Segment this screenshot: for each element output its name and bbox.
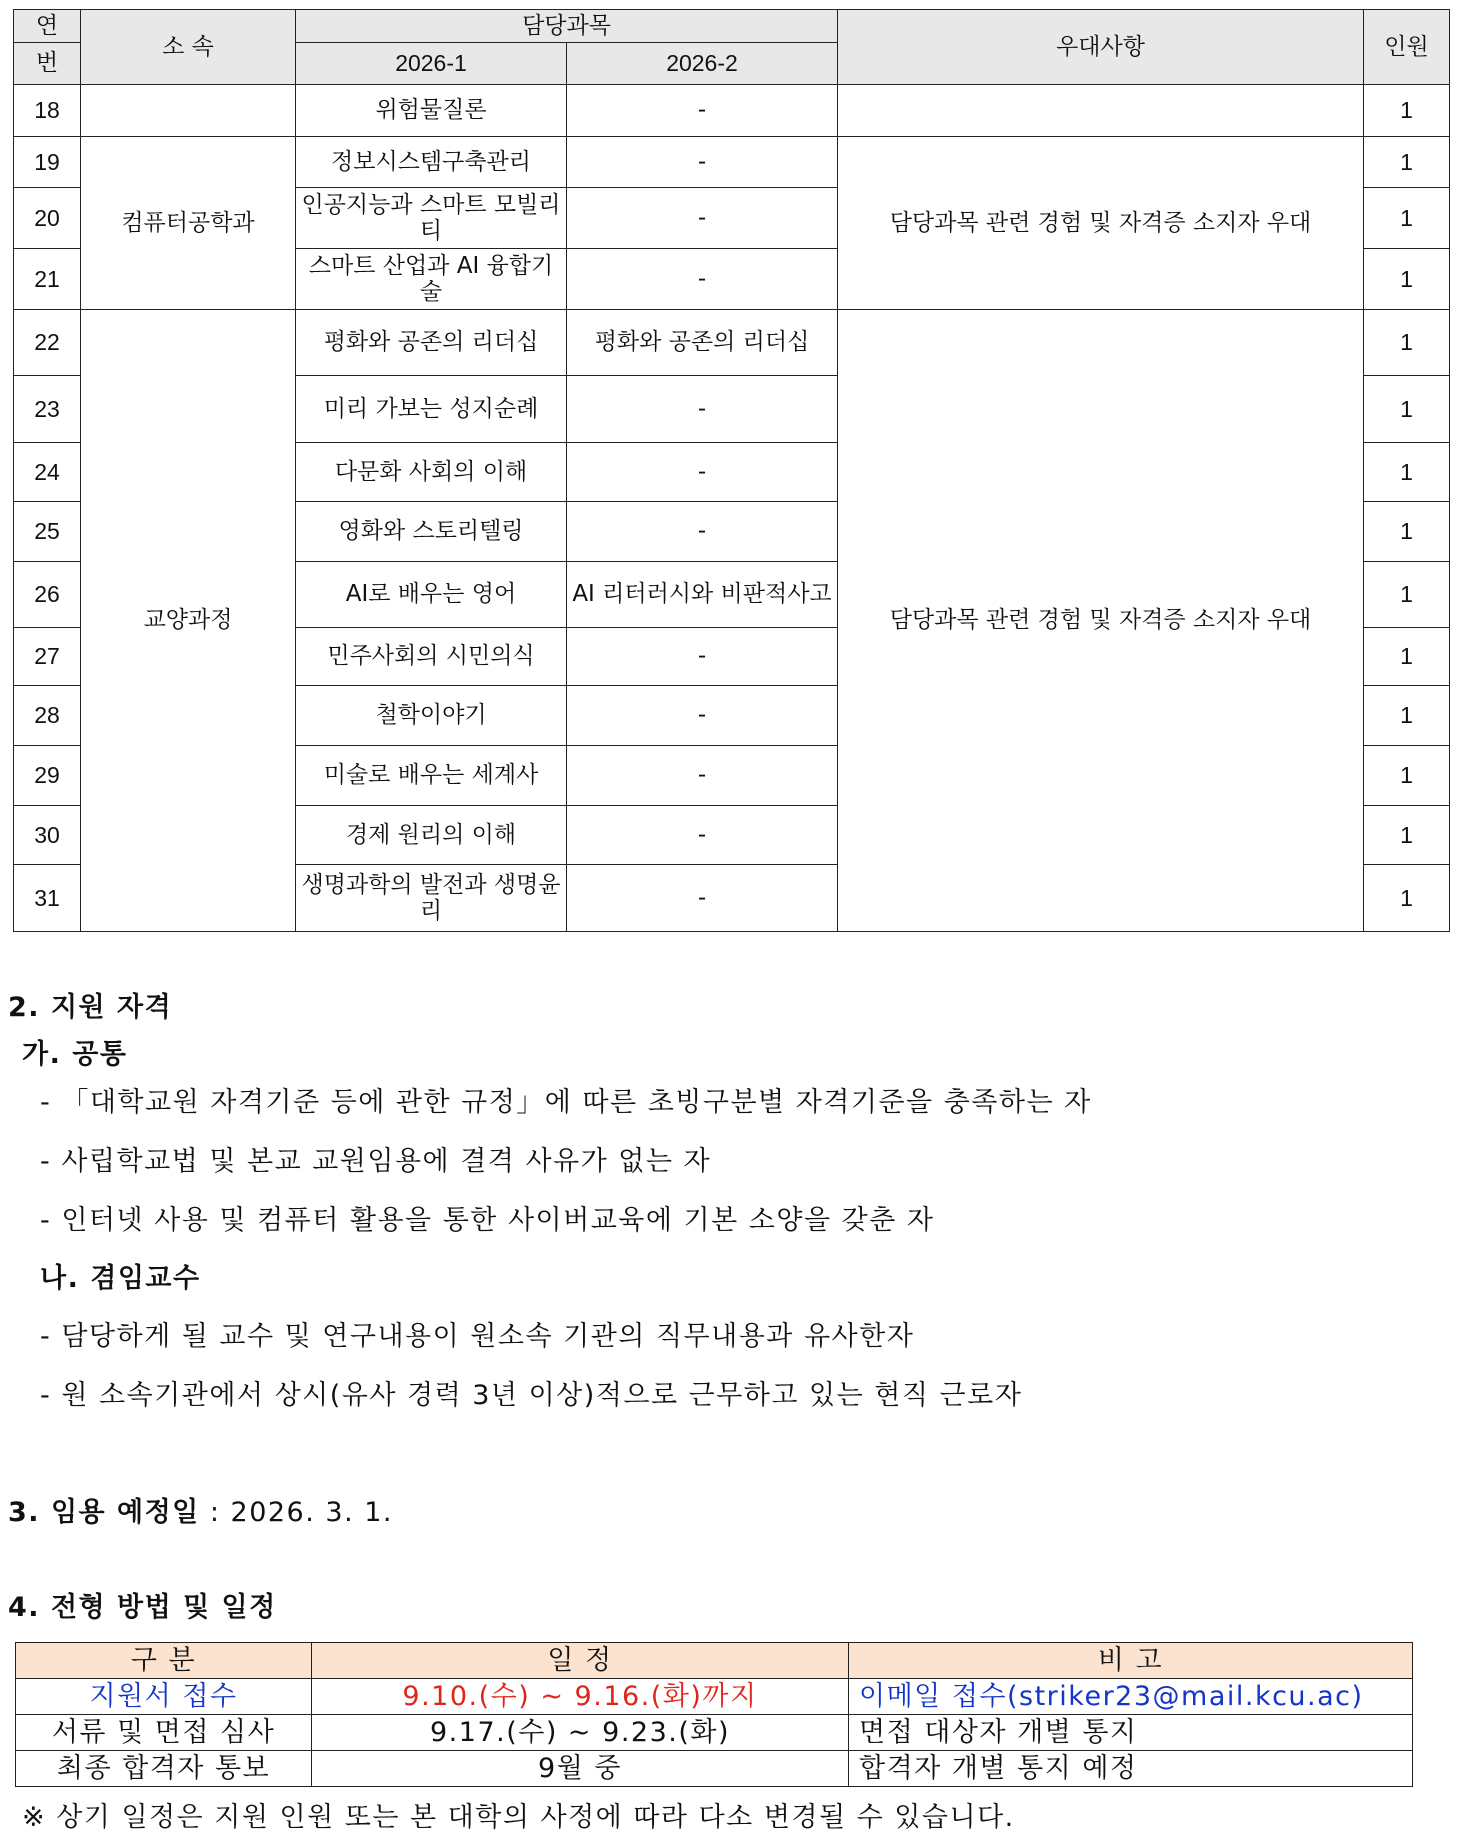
header-affiliation: 소 속	[81, 10, 296, 85]
row-count: 1	[1364, 746, 1450, 806]
subject-sem2: -	[567, 249, 838, 310]
subject-sem2: -	[567, 188, 838, 249]
schedule-header-row	[16, 1643, 1413, 1679]
header-preference: 우대사항	[838, 10, 1364, 85]
row-number: 20	[14, 188, 81, 249]
row-count: 1	[1364, 85, 1450, 137]
schedule-table	[15, 1642, 1413, 1787]
row-count: 1	[1364, 443, 1450, 502]
schedule-stage: 최종 합격자 통보	[16, 1751, 312, 1787]
subject-sem2: -	[567, 502, 838, 562]
row-number: 26	[14, 562, 81, 628]
schedule-header-stage: 구 분	[16, 1643, 312, 1679]
section2-a-item: - 「대학교원 자격기준 등에 관한 규정」에 따른 초빙구분별 자격기준을 충족하는 자	[40, 1087, 1092, 1118]
affiliation-cell-empty	[81, 85, 296, 137]
section3-value: : 2026. 3. 1.	[199, 1497, 394, 1528]
subject-sem1: 스마트 산업과 AI 융합기술	[296, 249, 567, 310]
course-table	[13, 9, 1450, 932]
table-row	[14, 310, 1450, 376]
subject-sem1: 영화와 스토리텔링	[296, 502, 567, 562]
header-subjects: 담당과목	[296, 10, 838, 43]
schedule-note: 면접 대상자 개별 통지	[849, 1715, 1413, 1751]
row-number: 21	[14, 249, 81, 310]
subject-sem1: 평화와 공존의 리더십	[296, 310, 567, 376]
subject-sem1: AI로 배우는 영어	[296, 562, 567, 628]
subject-sem1: 다문화 사회의 이해	[296, 443, 567, 502]
header-sem2: 2026-2	[567, 43, 838, 85]
row-count: 1	[1364, 310, 1450, 376]
subject-sem2: 평화와 공존의 리더십	[567, 310, 838, 376]
row-count: 1	[1364, 188, 1450, 249]
row-count: 1	[1364, 628, 1450, 686]
schedule-date: 9.10.(수) ~ 9.16.(화)까지	[312, 1679, 849, 1715]
schedule-date: 9월 중	[312, 1751, 849, 1787]
section2-a-title: 가. 공통	[22, 1039, 128, 1070]
row-count: 1	[1364, 502, 1450, 562]
header-sem1: 2026-1	[296, 43, 567, 85]
section2-b-item: - 담당하게 될 교수 및 연구내용이 원소속 기관의 직무내용과 유사한자	[40, 1321, 915, 1352]
table-row	[16, 1679, 1413, 1715]
subject-sem2: -	[567, 85, 838, 137]
section4-title: 4. 전형 방법 및 일정	[8, 1592, 277, 1623]
subject-sem2: -	[567, 443, 838, 502]
subject-sem2: AI 리터러시와 비판적사고	[567, 562, 838, 628]
schedule-stage: 지원서 접수	[16, 1679, 312, 1715]
section3-line	[8, 1490, 393, 1529]
schedule-date: 9.17.(수) ~ 9.23.(화)	[312, 1715, 849, 1751]
subject-sem1: 경제 원리의 이해	[296, 806, 567, 865]
subject-sem2: -	[567, 746, 838, 806]
subject-sem1: 생명과학의 발전과 생명윤리	[296, 865, 567, 932]
table-row	[14, 137, 1450, 188]
row-number: 22	[14, 310, 81, 376]
header-seq-bottom: 번	[14, 43, 81, 85]
subject-sem2: -	[567, 376, 838, 443]
header-seq-top: 연	[14, 10, 81, 43]
subject-sem1: 위험물질론	[296, 85, 567, 137]
row-count: 1	[1364, 249, 1450, 310]
section2-b-item: - 원 소속기관에서 상시(유사 경력 3년 이상)적으로 근무하고 있는 현직 근로자	[40, 1380, 1023, 1411]
row-count: 1	[1364, 865, 1450, 932]
subject-sem2: -	[567, 806, 838, 865]
preference-computer: 담당과목 관련 경험 및 자격증 소지자 우대	[838, 137, 1364, 310]
subject-sem1: 정보시스템구축관리	[296, 137, 567, 188]
table-row	[16, 1715, 1413, 1751]
schedule-header-schedule: 일 정	[312, 1643, 849, 1679]
row-count: 1	[1364, 806, 1450, 865]
subject-sem1: 철학이야기	[296, 686, 567, 746]
schedule-note: 이메일 접수(striker23@mail.kcu.ac)	[849, 1679, 1413, 1715]
row-count: 1	[1364, 137, 1450, 188]
affiliation-liberal: 교양과정	[81, 310, 296, 932]
row-number: 23	[14, 376, 81, 443]
section2-b-title: 나. 겸임교수	[40, 1263, 201, 1294]
row-number: 18	[14, 85, 81, 137]
header-count: 인원	[1364, 10, 1450, 85]
schedule-header-note: 비 고	[849, 1643, 1413, 1679]
subject-sem1: 인공지능과 스마트 모빌리티	[296, 188, 567, 249]
subject-sem2: -	[567, 686, 838, 746]
subject-sem1: 미리 가보는 성지순례	[296, 376, 567, 443]
schedule-stage: 서류 및 면접 심사	[16, 1715, 312, 1751]
schedule-note: 합격자 개별 통지 예정	[849, 1751, 1413, 1787]
row-count: 1	[1364, 686, 1450, 746]
row-number: 30	[14, 806, 81, 865]
section2-a-item: - 인터넷 사용 및 컴퓨터 활용을 통한 사이버교육에 기본 소양을 갖춘 자	[40, 1205, 935, 1236]
schedule-footnote: ※ 상기 일정은 지원 인원 또는 본 대학의 사정에 따라 다소 변경될 수 있습니다.	[22, 1802, 1015, 1833]
row-number: 24	[14, 443, 81, 502]
section3-title: 3. 임용 예정일	[8, 1497, 200, 1528]
section2-a-item: - 사립학교법 및 본교 교원임용에 결격 사유가 없는 자	[40, 1146, 712, 1177]
subject-sem2: -	[567, 628, 838, 686]
subject-sem1: 민주사회의 시민의식	[296, 628, 567, 686]
row-number: 27	[14, 628, 81, 686]
row-number: 25	[14, 502, 81, 562]
affiliation-computer: 컴퓨터공학과	[81, 137, 296, 310]
row-number: 28	[14, 686, 81, 746]
row-count: 1	[1364, 376, 1450, 443]
row-number: 31	[14, 865, 81, 932]
subject-sem2: -	[567, 137, 838, 188]
row-number: 19	[14, 137, 81, 188]
row-count: 1	[1364, 562, 1450, 628]
preference-cell-empty	[838, 85, 1364, 137]
table-row	[16, 1751, 1413, 1787]
subject-sem1: 미술로 배우는 세계사	[296, 746, 567, 806]
preference-liberal: 담당과목 관련 경험 및 자격증 소지자 우대	[838, 310, 1364, 932]
subject-sem2: -	[567, 865, 838, 932]
section2-title: 2. 지원 자격	[8, 992, 173, 1023]
table-row	[14, 85, 1450, 137]
row-number: 29	[14, 746, 81, 806]
